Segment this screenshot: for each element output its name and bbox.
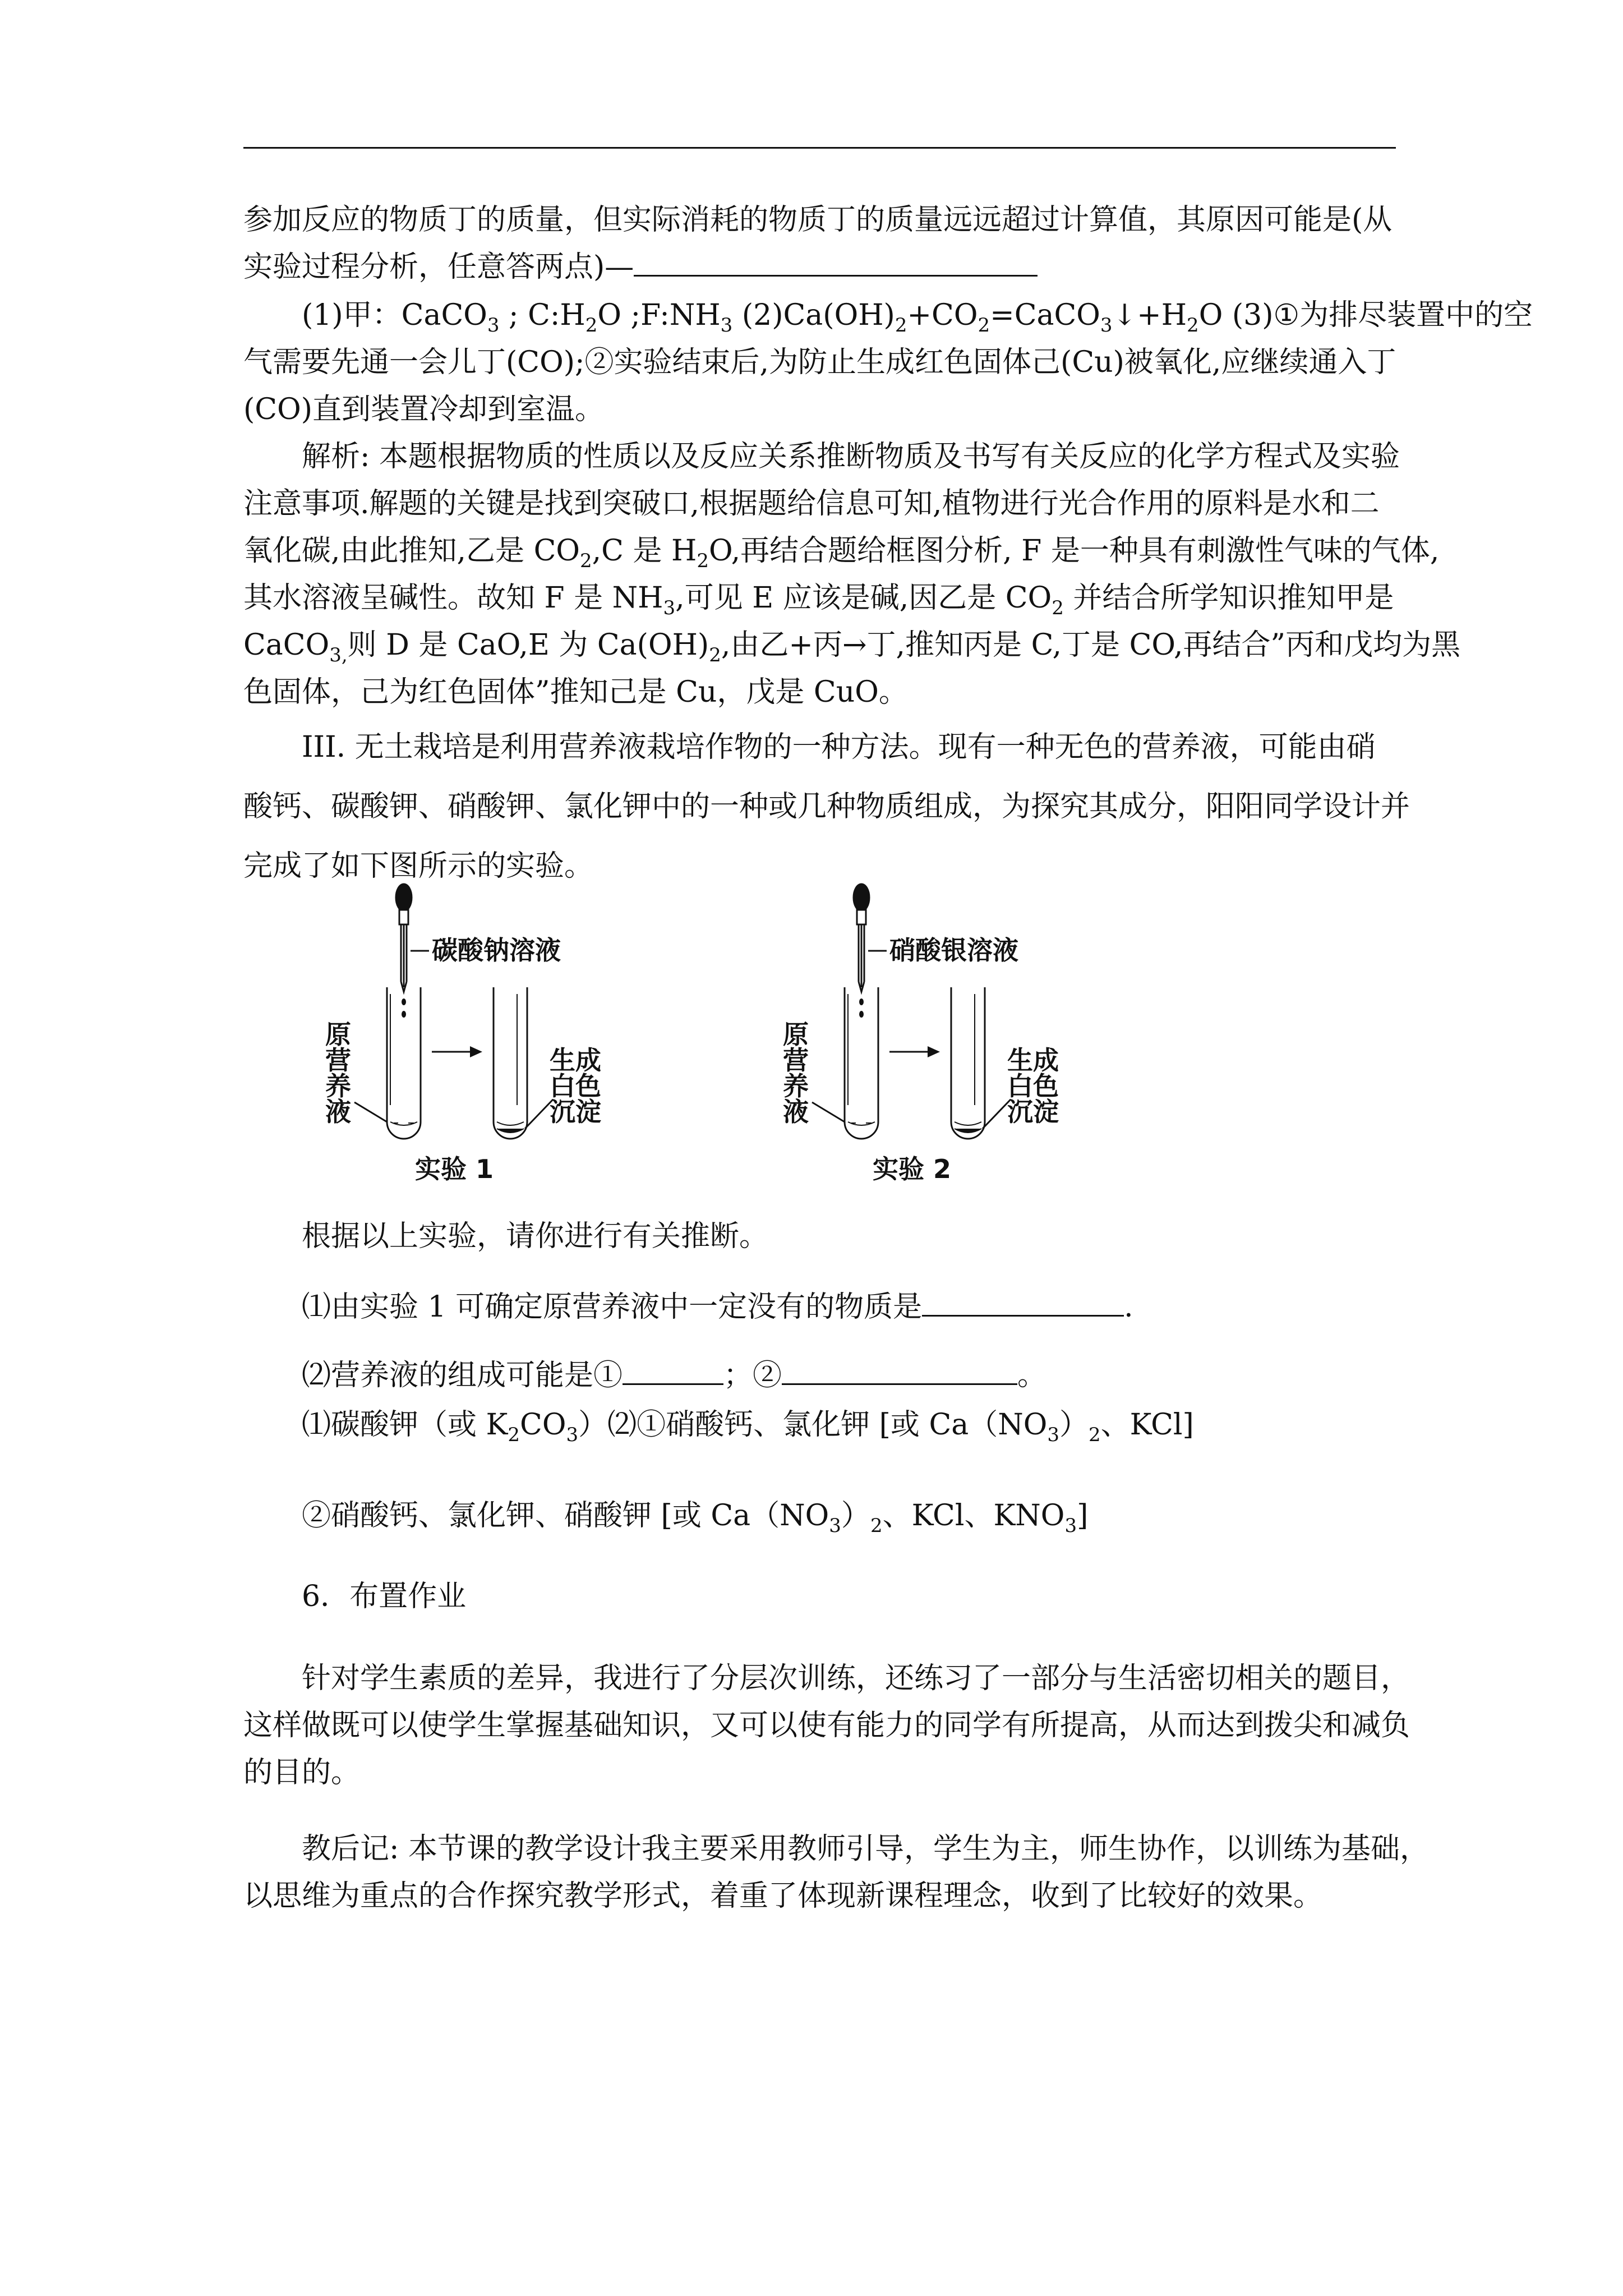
svg-text:生成: 生成 xyxy=(550,1045,601,1075)
infer-intro: 根据以上实验，请你进行有关推断。 xyxy=(302,1220,769,1253)
test-tube-right xyxy=(951,987,985,1139)
q3-line-1: III. 无土栽培是利用营养液栽培作物的一种方法。现有一种无色的营养液，可能由硝 xyxy=(302,730,1376,764)
svg-text:白色: 白色 xyxy=(1007,1071,1059,1101)
right-label xyxy=(1007,1045,1059,1127)
svg-text:液: 液 xyxy=(325,1097,351,1127)
drops-icon xyxy=(859,999,864,1018)
analysis-line-3: 氧化碳,由此推知,乙是 $CO_2,C$ 是 $H_2O$,再结合题给框图分析, F 是一种具有刺激性气味的气体, xyxy=(243,534,1440,572)
homework-heading: 6．布置作业 xyxy=(302,1580,467,1613)
answer3-line-1: ⑴碳酸钾（或 $K_2CO_3)⑵①$硝酸钙、氯化钾 [或 $Ca(NO_3)_2$、KCl] xyxy=(302,1408,1194,1446)
reflection-line-2: 以思维为重点的合作探究教学形式，着重了体现新课程理念，收到了比较好的效果。 xyxy=(243,1879,1323,1913)
arrow-icon xyxy=(432,1046,482,1057)
svg-text:营: 营 xyxy=(325,1045,351,1075)
answer-blank xyxy=(634,246,1038,277)
svg-text:原: 原 xyxy=(783,1019,809,1050)
answer-blank xyxy=(782,1354,1017,1385)
analysis-line-4: 其水溶液呈碱性。故知 F 是 $NH_3$,可见 E 应该是碱,因乙是 $CO_2$ 并结合所学知识推知甲是 xyxy=(243,581,1394,619)
solution-pointer-line xyxy=(354,1102,387,1122)
answer-line-3: (CO)直到装置冷却到室温。 xyxy=(243,393,604,426)
right-label xyxy=(550,1045,601,1127)
experiment-2-figure xyxy=(772,875,1119,1200)
figure-caption: 实验 1 xyxy=(415,1154,494,1184)
reagent-label: 硝酸银溶液 xyxy=(889,935,1018,965)
analysis-line-1: 解析: 本题根据物质的性质以及反应关系推断物质及书写有关反应的化学方程式及实验 xyxy=(302,440,1400,473)
header-rule xyxy=(243,147,1396,149)
svg-text:营: 营 xyxy=(783,1045,809,1075)
homework-line-3: 的目的。 xyxy=(243,1756,361,1789)
svg-text:沉淀: 沉淀 xyxy=(1007,1097,1059,1127)
left-label xyxy=(783,1019,809,1127)
answer-blank xyxy=(623,1354,723,1385)
reflection-line-1: 教后记: 本节课的教学设计我主要采用教师引导，学生为主，师生协作，以训练为基础， xyxy=(302,1832,1430,1866)
figure-caption: 实验 2 xyxy=(873,1154,952,1184)
infer-q2: ⑵营养液的组成可能是① ；② 。 xyxy=(243,1352,1396,1399)
test-tube-left xyxy=(387,987,421,1139)
question-tail-line-2: 实验过程分析，任意答两点)— xyxy=(243,243,1396,291)
left-label xyxy=(325,1019,351,1127)
dropper-icon xyxy=(396,884,412,992)
answer-blank xyxy=(922,1286,1124,1317)
answer3-line-2: ②硝酸钙、氯化钾、硝酸钾 [或 $Ca(NO_3)_2$、KCl、$KNO_3$] xyxy=(302,1499,1089,1537)
q3-line-2: 酸钙、碳酸钾、硝酸钾、氯化钾中的一种或几种物质组成，为探究其成分，阳阳同学设计并 xyxy=(243,790,1410,823)
drops-icon xyxy=(402,999,406,1018)
test-tube-right xyxy=(494,987,527,1139)
dropper-icon xyxy=(854,884,869,992)
arrow-icon xyxy=(889,1046,940,1057)
infer-q1: ⑴由实验 1 可确定原营养液中一定没有的物质是 . xyxy=(243,1283,1396,1331)
reagent-label: 碳酸钠溶液 xyxy=(432,935,561,965)
precipitate-pointer-line xyxy=(983,1099,1011,1129)
analysis-line-2: 注意事项.解题的关键是找到突破口,根据题给信息可知,植物进行光合作用的原料是水和二 xyxy=(243,487,1380,521)
svg-text:养: 养 xyxy=(783,1071,809,1101)
homework-line-1: 针对学生素质的差异，我进行了分层次训练，还练习了一部分与生活密切相关的题目， xyxy=(302,1662,1410,1695)
homework-line-2: 这样做既可以使学生掌握基础知识，又可以使有能力的同学有所提高，从而达到拨尖和减负 xyxy=(243,1709,1410,1742)
svg-text:生成: 生成 xyxy=(1007,1045,1059,1075)
analysis-line-6: 色固体，己为红色固体”推知己是 Cu，戊是 CuO。 xyxy=(243,675,908,709)
question-tail-line-1: 参加反应的物质丁的质量，但实际消耗的物质丁的质量远远超过计算值，其原因可能是(从 xyxy=(243,203,1393,237)
answer-line-2: 气需要先通一会儿丁(CO);②实验结束后,为防止生成红色固体己(Cu)被氧化,应继续通入丁 xyxy=(243,346,1396,379)
experiment-1-figure xyxy=(314,875,662,1200)
svg-text:液: 液 xyxy=(783,1097,809,1127)
precipitate-pointer-line xyxy=(525,1099,553,1129)
svg-text:沉淀: 沉淀 xyxy=(550,1097,601,1127)
test-tube-left xyxy=(845,987,878,1139)
q3-line-3: 完成了如下图所示的实验。 xyxy=(243,849,594,883)
analysis-line-5: CaCO$_{3,}$则 D 是 CaO,E 为 $Ca(OH)_2$,由乙+丙→丁,推知丙是 C,丁是 CO,再结合”丙和戊均为黑 xyxy=(243,628,1461,666)
svg-text:白色: 白色 xyxy=(550,1071,601,1101)
answer-line-1: (1)甲：CaCO$_3$ ; $C:H_2O$ $;F:NH_3$ $(2)Ca(OH)_2+CO_2=CaCO_3↓+H_2O$ (3)①为排尽装置中的空 xyxy=(302,298,1533,337)
solution-pointer-line xyxy=(812,1102,845,1122)
svg-text:原: 原 xyxy=(325,1019,351,1050)
svg-text:养: 养 xyxy=(325,1071,351,1101)
